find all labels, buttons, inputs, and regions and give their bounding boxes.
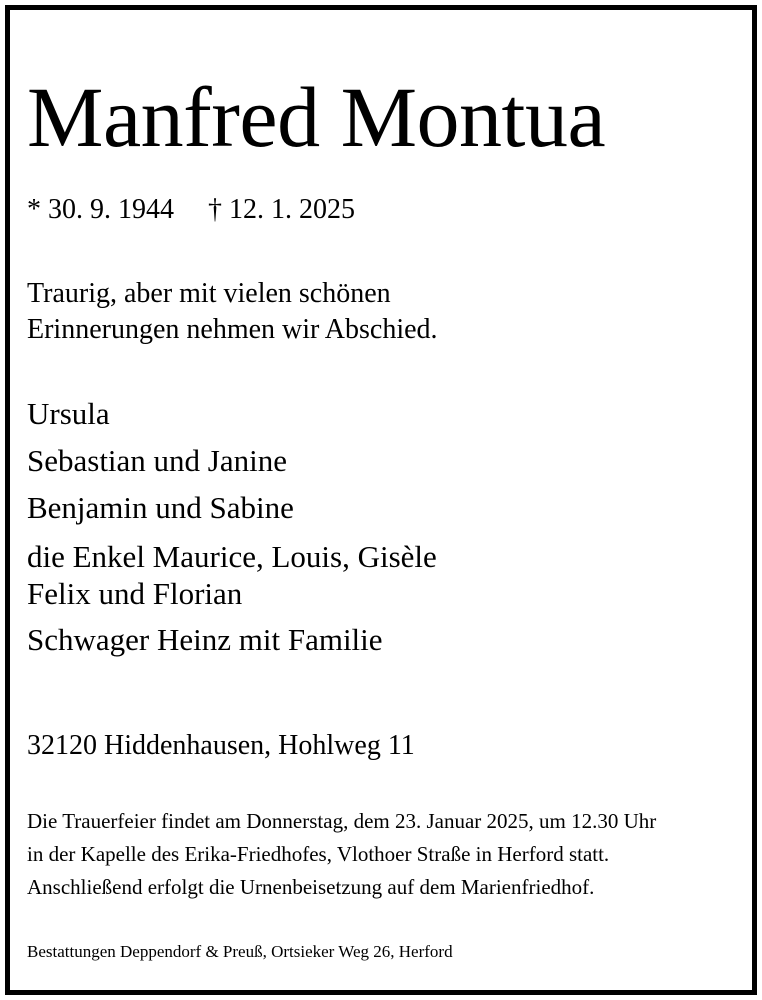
- farewell-line: Traurig, aber mit vielen schönen: [27, 278, 391, 309]
- undertaker-info: Bestattungen Deppendorf & Preuß, Ortsieker Weg 26, Herford: [27, 942, 453, 961]
- life-dates: [27, 194, 355, 226]
- funeral-service-info: [27, 805, 656, 904]
- deceased-name: Manfred Montua: [27, 69, 606, 165]
- service-line: in der Kapelle des Erika-Friedhofes, Vlothoer Straße in Herford statt.: [27, 842, 610, 866]
- mourner-entry: Schwager Heinz mit Familie: [27, 622, 383, 657]
- service-line: Die Trauerfeier findet am Donnerstag, dem 23. Januar 2025, um 12.30 Uhr: [27, 809, 657, 833]
- mourner-entry: Felix und Florian: [27, 576, 243, 611]
- family-address: 32120 Hiddenhausen, Hohlweg 11: [27, 730, 415, 761]
- obituary-frame: [5, 5, 757, 995]
- mourner-entry: die Enkel Maurice, Louis, Gisèle: [27, 539, 437, 574]
- mourner-entry: Sebastian und Janine: [27, 443, 288, 478]
- farewell-text: [27, 276, 438, 348]
- mourner-entry: Ursula: [27, 396, 110, 431]
- death-date: † 12. 1. 2025: [208, 194, 355, 225]
- mourner-entry: Benjamin und Sabine: [27, 490, 294, 525]
- birth-date: * 30. 9. 1944: [27, 194, 174, 225]
- farewell-line: Erinnerungen nehmen wir Abschied.: [27, 314, 438, 345]
- service-line: Anschließend erfolgt die Urnenbeisetzung auf dem Marienfriedhof.: [27, 875, 595, 899]
